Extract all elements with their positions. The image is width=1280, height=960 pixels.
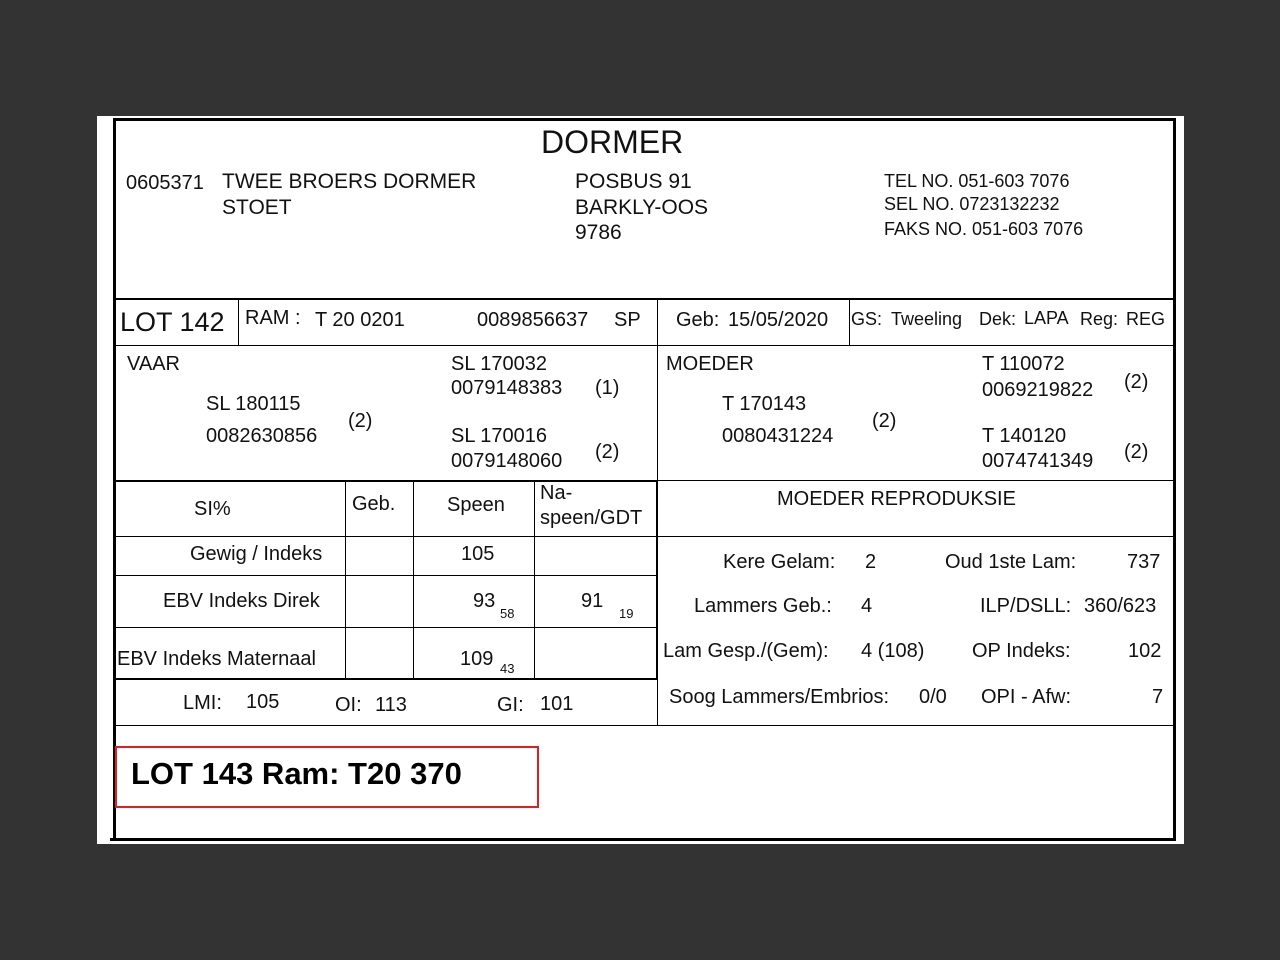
divider-pedigree-bottom-left <box>113 480 658 482</box>
si-row2-divider <box>113 627 658 628</box>
section-bottom-divider <box>113 725 1173 726</box>
lammers-geb-value: 4 <box>861 595 873 617</box>
ilp-dsll-value: 360/623 <box>1084 595 1157 617</box>
tel-number: TEL NO. 051-603 7076 <box>884 171 1070 191</box>
moeder-dam-grade: (2) <box>1124 441 1149 463</box>
si-row3-divider <box>113 678 658 680</box>
oud-1ste-lam-value: 737 <box>1127 551 1161 573</box>
ram-id: T 20 0201 <box>315 309 405 331</box>
divider-pedigree-bottom-right <box>657 480 1173 481</box>
op-indeks-label: OP Indeks: <box>972 640 1071 662</box>
moeder-grade: (2) <box>872 410 897 432</box>
row-direk-naspeen-acc: 19 <box>619 606 634 621</box>
lam-gesp-value: 4 (108) <box>861 640 925 662</box>
lam-gesp-label: Lam Gesp./(Gem): <box>663 640 829 662</box>
breeder-code: 0605371 <box>126 172 204 194</box>
gs-value: Tweeling <box>891 309 963 329</box>
repro-title: MOEDER REPRODUKSIE <box>777 488 1016 510</box>
col-speen: Speen <box>447 494 505 516</box>
vaar-sire-id: SL 170032 <box>451 353 548 375</box>
vaar-dam-id: SL 170016 <box>451 425 548 447</box>
col-si: SI% <box>194 498 231 520</box>
divider-lot-v3 <box>849 298 850 345</box>
vaar-grade: (2) <box>348 410 373 432</box>
si-row1-divider <box>113 575 658 576</box>
kere-gelam-value: 2 <box>865 551 877 573</box>
moeder-dam-number: 0074741349 <box>982 450 1094 472</box>
moeder-label: MOEDER <box>666 353 754 375</box>
col-naspeen-line1: Na- <box>540 482 573 504</box>
col-naspeen-line2: speen/GDT <box>540 507 643 529</box>
row-maternaal-label: EBV Indeks Maternaal <box>117 648 316 670</box>
repro-header-divider <box>657 536 1173 537</box>
soog-lammers-value: 0/0 <box>919 686 947 708</box>
lammers-geb-label: Lammers Geb.: <box>694 595 832 617</box>
op-indeks-value: 102 <box>1128 640 1162 662</box>
si-col-divider-2 <box>413 480 414 678</box>
vaar-number: 0082630856 <box>206 425 318 447</box>
faks-number: FAKS NO. 051-603 7076 <box>884 219 1084 239</box>
row-gewig-label: Gewig / Indeks <box>190 543 323 565</box>
ilp-dsll-label: ILP/DSLL: <box>980 595 1072 617</box>
divider-lot-bottom <box>113 345 1173 346</box>
si-col-divider-1 <box>345 480 346 678</box>
row-direk-speen: 93 <box>473 590 496 612</box>
geb-date: 15/05/2020 <box>728 309 829 331</box>
breed-title: DORMER <box>541 124 684 160</box>
moeder-sire-grade: (2) <box>1124 371 1149 393</box>
row-maternaal-speen-acc: 43 <box>500 661 515 676</box>
divider-lot-top <box>113 298 1173 300</box>
row-gewig-speen: 105 <box>461 543 495 565</box>
dek-value: LAPA <box>1024 308 1069 328</box>
ram-label: RAM : <box>245 307 301 329</box>
card-bottom-border <box>110 838 1173 841</box>
ram-number: 0089856637 <box>477 309 589 331</box>
oi-value: 113 <box>375 694 407 716</box>
row-maternaal-speen: 109 <box>460 648 494 670</box>
address-line1: POSBUS 91 <box>575 170 692 193</box>
vaar-label: VAAR <box>127 353 180 375</box>
si-table-left-border <box>113 480 115 680</box>
dek-label: Dek: <box>979 309 1017 329</box>
opi-afw-value: 7 <box>1152 686 1164 708</box>
row-direk-naspeen: 91 <box>581 590 604 612</box>
moeder-dam-id: T 140120 <box>982 425 1067 447</box>
si-col-divider-3 <box>534 480 535 678</box>
lmi-label: LMI: <box>183 692 222 714</box>
reg-label: Reg: <box>1080 309 1119 329</box>
si-table-right-border <box>656 480 658 680</box>
gi-value: 101 <box>540 693 574 715</box>
vaar-dam-grade: (2) <box>595 441 620 463</box>
vaar-dam-number: 0079148060 <box>451 450 563 472</box>
divider-pedigree-v <box>657 345 658 481</box>
sel-number: SEL NO. 0723132232 <box>884 194 1060 214</box>
soog-lammers-label: Soog Lammers/Embrios: <box>669 686 890 708</box>
lot-number: LOT 142 <box>120 307 225 337</box>
col-geb: Geb. <box>352 493 396 515</box>
index-row-v <box>657 680 658 725</box>
gi-label: GI: <box>497 694 524 716</box>
oi-label: OI: <box>335 694 362 716</box>
divider-lot-v1 <box>238 298 239 345</box>
address-line2: BARKLY-OOS <box>575 196 709 219</box>
si-header-divider <box>113 536 658 537</box>
ram-code: SP <box>614 309 641 331</box>
oud-1ste-lam-label: Oud 1ste Lam: <box>945 551 1077 573</box>
next-lot-title: LOT 143 Ram: T20 370 <box>131 756 462 791</box>
vaar-id: SL 180115 <box>206 393 301 415</box>
address-line3: 9786 <box>575 221 622 244</box>
kere-gelam-label: Kere Gelam: <box>723 551 836 573</box>
vaar-sire-number: 0079148383 <box>451 377 563 399</box>
row-direk-speen-acc: 58 <box>500 606 515 621</box>
gs-label: GS: <box>851 309 883 329</box>
reg-value: REG <box>1126 309 1166 329</box>
breeder-name-line1: TWEE BROERS DORMER <box>222 170 477 193</box>
moeder-sire-id: T 110072 <box>982 353 1065 375</box>
vaar-sire-grade: (1) <box>595 377 620 399</box>
geb-label: Geb: <box>676 309 720 331</box>
row-direk-label: EBV Indeks Direk <box>163 590 320 612</box>
moeder-number: 0080431224 <box>722 425 834 447</box>
divider-lot-v2 <box>657 298 658 345</box>
opi-afw-label: OPI - Afw: <box>981 686 1072 708</box>
moeder-sire-number: 0069219822 <box>982 379 1094 401</box>
moeder-id: T 170143 <box>722 393 807 415</box>
breeder-name-line2: STOET <box>222 196 292 219</box>
sale-catalogue-page <box>97 116 1184 844</box>
lmi-value: 105 <box>246 691 280 713</box>
